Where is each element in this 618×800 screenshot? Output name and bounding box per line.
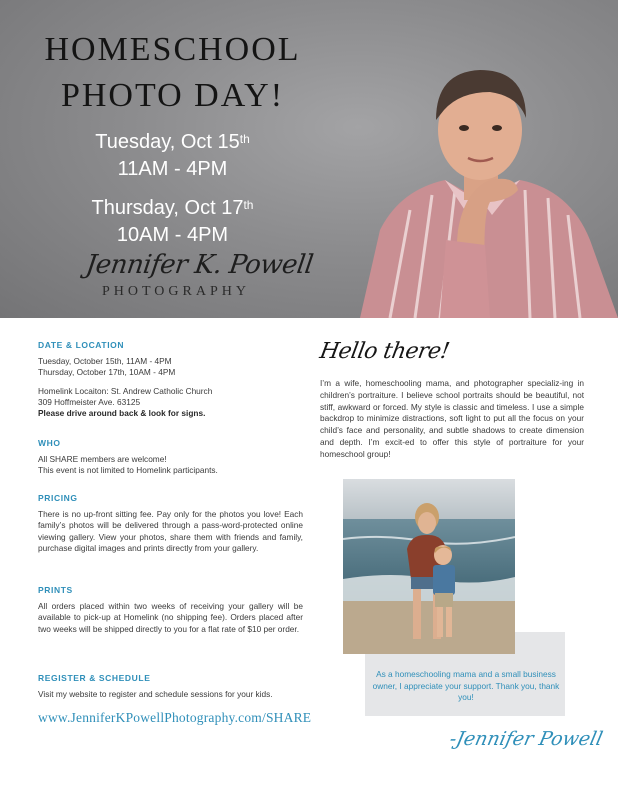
location-line: Homelink Locaiton: St. Andrew Catholic Church: [38, 385, 213, 396]
session-2-date: Thursday, Oct 17th: [91, 197, 254, 219]
title-line-2: PHOTO DAY!: [60, 77, 285, 114]
session-1-date: Tuesday, Oct 15th: [95, 131, 250, 153]
address-line: 309 Hoffmeister Ave. 63125: [38, 396, 141, 407]
directions-note: Please drive around back & look for signs.: [38, 408, 206, 419]
pricing-heading: PRICING: [38, 493, 78, 503]
pricing-section: [38, 493, 303, 554]
website-link[interactable]: www.JenniferKPowellPhotography.com/SHARE: [38, 710, 312, 725]
logo-subtitle: PHOTOGRAPHY: [102, 284, 250, 299]
register-text: Visit my website to register and schedule sessions for your kids.: [38, 689, 273, 700]
boy-portrait-photo: [340, 40, 618, 318]
session-2-time: 10AM - 4PM: [116, 224, 229, 246]
date-line-1: Tuesday, October 15th, 11AM - 4PM: [38, 356, 172, 367]
who-line-2: This event is not limited to Homelink participants.: [38, 465, 218, 476]
prints-text: All orders placed within two weeks of receiving your gallery will be available to pick-up at Homelink (no shipping fee). Orders placed after two weeks will be shipped directly to you for a flat rate of $10 per order.: [38, 601, 303, 634]
register-section: [38, 673, 303, 700]
signature: -Jennifer Powell: [447, 728, 605, 750]
title-line-1: HOMESCHOOL: [44, 31, 301, 68]
who-heading: WHO: [38, 438, 61, 448]
who-line-1: All SHARE members are welcome!: [38, 454, 167, 465]
greeting-heading: Hello there!: [317, 339, 452, 364]
logo-signature: Jennifer K. Powell: [83, 250, 315, 280]
prints-section: [38, 585, 303, 635]
beach-family-photo: [343, 479, 515, 654]
pricing-text: There is no up-front sitting fee. Pay only for the photos you love! Each family’s photos will be delivered through a pass-word-protected online viewing gallery. View your photos, share them with friends and family, purchase digital images and prints directly from your gallery.: [38, 509, 303, 553]
register-heading: REGISTER & SCHEDULE: [38, 673, 151, 683]
prints-heading: PRINTS: [38, 585, 73, 595]
session-1-time: 11AM - 4PM: [117, 158, 228, 180]
bio-text: I’m a wife, homeschooling mama, and photographer specializ-ing in children’s portraiture. I believe school portraits should be beautiful, not stiff, awkward or forced. My style is classic and timeless. I use a simple backdrop to minimize distractions, soft light to put all the focus on your child’s face and personality, and subtle shadows to create dimension and depth. I’m excit-ed to offer this style of portraiture for your homeschool group!: [320, 378, 584, 459]
who-section: [38, 438, 303, 477]
thank-you-caption: As a homeschooling mama and a small business owner, I appreciate your support. Thank you, thank you!: [372, 669, 560, 703]
date-location-section: [38, 340, 303, 419]
hero-banner: [0, 0, 618, 318]
date-line-2: Thursday, October 17th, 10AM - 4PM: [38, 367, 176, 378]
date-location-heading: DATE & LOCATION: [38, 340, 125, 350]
